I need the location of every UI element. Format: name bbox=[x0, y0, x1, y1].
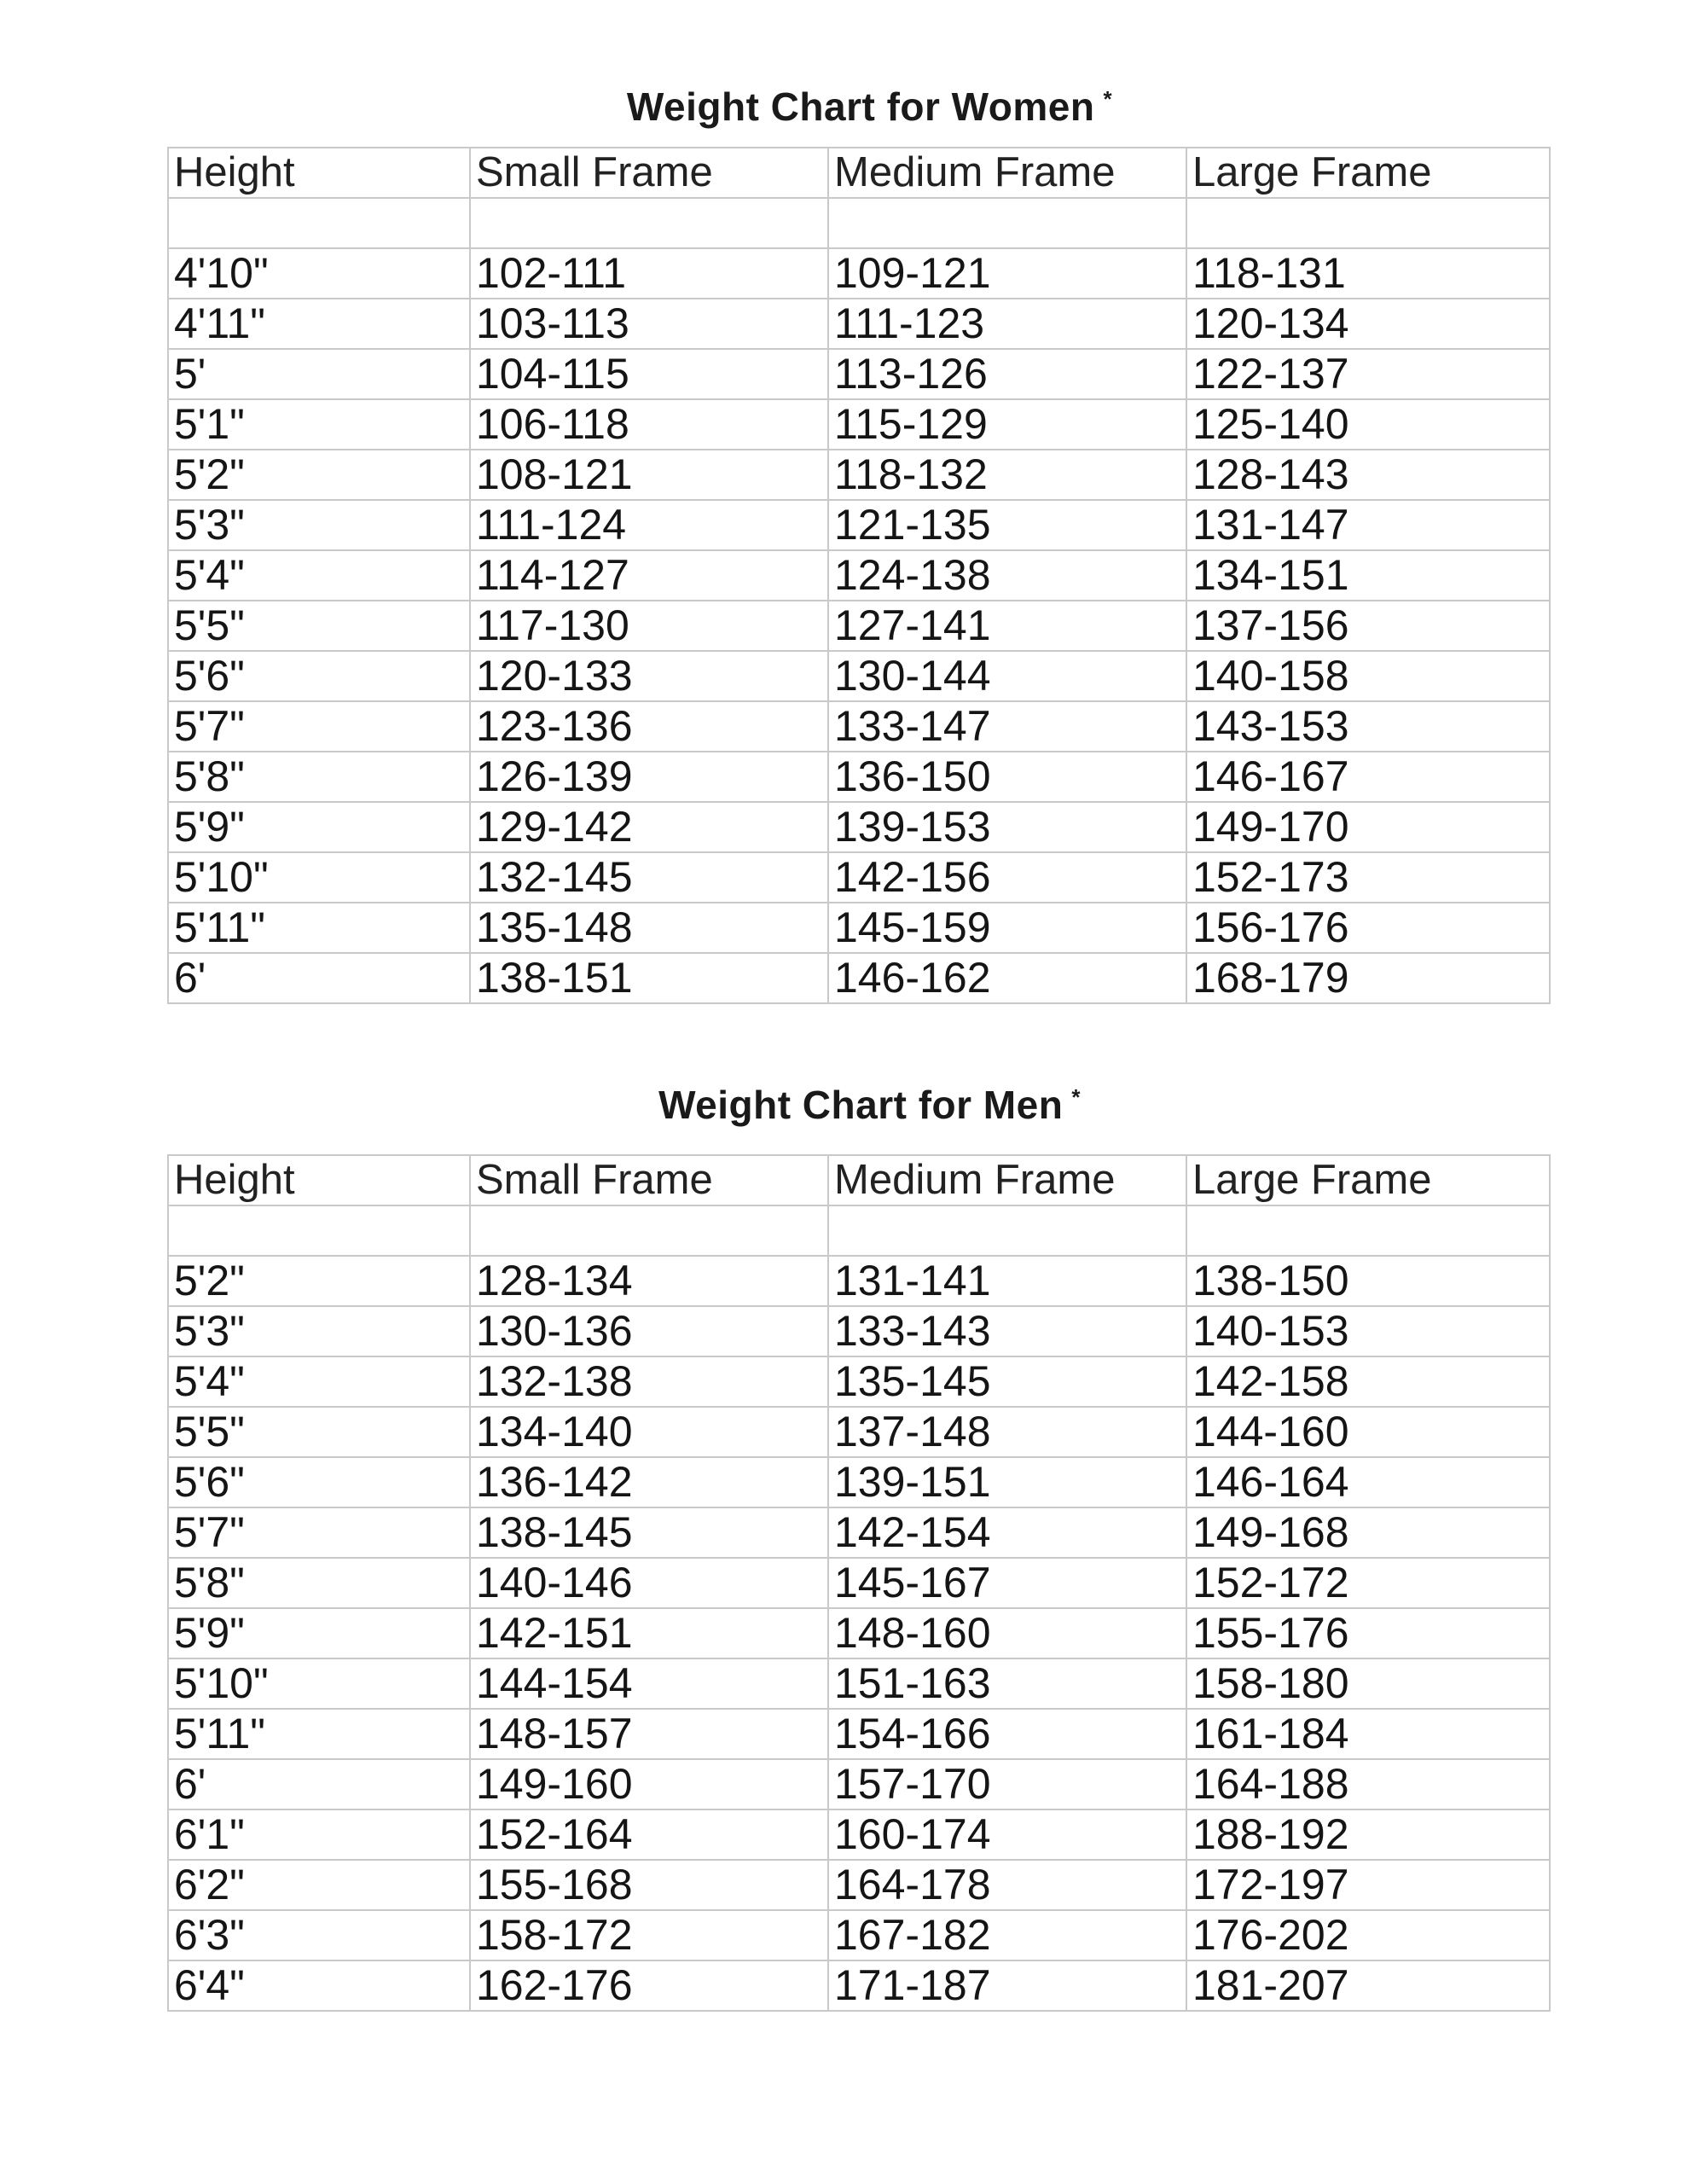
small-frame-cell: 140-146 bbox=[470, 1558, 828, 1608]
medium-frame-cell: 145-167 bbox=[828, 1558, 1186, 1608]
height-cell: 6'4" bbox=[168, 1960, 470, 2011]
medium-frame-cell: 118-132 bbox=[828, 450, 1186, 500]
height-cell: 4'10" bbox=[168, 248, 470, 299]
column-header-small-frame: Small Frame bbox=[470, 148, 828, 198]
height-cell: 6'2" bbox=[168, 1860, 470, 1910]
small-frame-cell: 152-164 bbox=[470, 1809, 828, 1860]
large-frame-cell: 125-140 bbox=[1186, 399, 1550, 450]
table-row bbox=[168, 450, 1550, 500]
small-frame-cell: 155-168 bbox=[470, 1860, 828, 1910]
empty-cell bbox=[1186, 198, 1550, 248]
small-frame-cell: 144-154 bbox=[470, 1658, 828, 1709]
column-header-medium-frame: Medium Frame bbox=[828, 148, 1186, 198]
men-title-asterisk: * bbox=[1071, 1084, 1081, 1110]
table-row bbox=[168, 1356, 1550, 1407]
large-frame-cell: 158-180 bbox=[1186, 1658, 1550, 1709]
men-title-text: Weight Chart for Men bbox=[658, 1083, 1064, 1127]
column-header-large-frame: Large Frame bbox=[1186, 148, 1550, 198]
small-frame-cell: 108-121 bbox=[470, 450, 828, 500]
large-frame-cell: 161-184 bbox=[1186, 1709, 1550, 1759]
small-frame-cell: 128-134 bbox=[470, 1256, 828, 1306]
men-spacer-row bbox=[168, 1205, 1550, 1256]
empty-cell bbox=[1186, 1205, 1550, 1256]
medium-frame-cell: 135-145 bbox=[828, 1356, 1186, 1407]
large-frame-cell: 118-131 bbox=[1186, 248, 1550, 299]
medium-frame-cell: 127-141 bbox=[828, 601, 1186, 651]
height-cell: 5'1" bbox=[168, 399, 470, 450]
small-frame-cell: 132-145 bbox=[470, 852, 828, 903]
large-frame-cell: 140-153 bbox=[1186, 1306, 1550, 1356]
table-row bbox=[168, 1306, 1550, 1356]
table-row bbox=[168, 701, 1550, 752]
medium-frame-cell: 167-182 bbox=[828, 1910, 1186, 1960]
table-row bbox=[168, 1658, 1550, 1709]
small-frame-cell: 134-140 bbox=[470, 1407, 828, 1457]
small-frame-cell: 138-145 bbox=[470, 1507, 828, 1558]
medium-frame-cell: 115-129 bbox=[828, 399, 1186, 450]
height-cell: 5'7" bbox=[168, 1507, 470, 1558]
small-frame-cell: 142-151 bbox=[470, 1608, 828, 1658]
large-frame-cell: 146-167 bbox=[1186, 752, 1550, 802]
table-row bbox=[168, 299, 1550, 349]
height-cell: 4'11" bbox=[168, 299, 470, 349]
large-frame-cell: 138-150 bbox=[1186, 1256, 1550, 1306]
medium-frame-cell: 109-121 bbox=[828, 248, 1186, 299]
column-header-height: Height bbox=[168, 148, 470, 198]
small-frame-cell: 138-151 bbox=[470, 953, 828, 1003]
table-row bbox=[168, 1457, 1550, 1507]
table-row bbox=[168, 601, 1550, 651]
height-cell: 5'3" bbox=[168, 1306, 470, 1356]
small-frame-cell: 129-142 bbox=[470, 802, 828, 852]
table-row bbox=[168, 1809, 1550, 1860]
table-row bbox=[168, 1608, 1550, 1658]
height-cell: 5'2" bbox=[168, 1256, 470, 1306]
medium-frame-cell: 151-163 bbox=[828, 1658, 1186, 1709]
table-row bbox=[168, 1558, 1550, 1608]
table-row bbox=[168, 752, 1550, 802]
women-spacer-row bbox=[168, 198, 1550, 248]
small-frame-cell: 120-133 bbox=[470, 651, 828, 701]
medium-frame-cell: 171-187 bbox=[828, 1960, 1186, 2011]
height-cell: 5'10" bbox=[168, 1658, 470, 1709]
table-row bbox=[168, 953, 1550, 1003]
height-cell: 5'6" bbox=[168, 651, 470, 701]
height-cell: 6'1" bbox=[168, 1809, 470, 1860]
table-row bbox=[168, 500, 1550, 550]
women-table-body bbox=[168, 148, 1550, 1003]
large-frame-cell: 146-164 bbox=[1186, 1457, 1550, 1507]
small-frame-cell: 130-136 bbox=[470, 1306, 828, 1356]
height-cell: 5'8" bbox=[168, 1558, 470, 1608]
medium-frame-cell: 164-178 bbox=[828, 1860, 1186, 1910]
medium-frame-cell: 113-126 bbox=[828, 349, 1186, 399]
men-header-row bbox=[168, 1155, 1550, 1205]
large-frame-cell: 164-188 bbox=[1186, 1759, 1550, 1809]
men-weight-table bbox=[167, 1154, 1551, 2012]
height-cell: 5' bbox=[168, 349, 470, 399]
large-frame-cell: 181-207 bbox=[1186, 1960, 1550, 2011]
table-row bbox=[168, 1256, 1550, 1306]
large-frame-cell: 140-158 bbox=[1186, 651, 1550, 701]
height-cell: 6' bbox=[168, 1759, 470, 1809]
medium-frame-cell: 148-160 bbox=[828, 1608, 1186, 1658]
height-cell: 5'9" bbox=[168, 802, 470, 852]
small-frame-cell: 126-139 bbox=[470, 752, 828, 802]
medium-frame-cell: 142-156 bbox=[828, 852, 1186, 903]
table-row bbox=[168, 1709, 1550, 1759]
large-frame-cell: 131-147 bbox=[1186, 500, 1550, 550]
large-frame-cell: 155-176 bbox=[1186, 1608, 1550, 1658]
table-row bbox=[168, 852, 1550, 903]
small-frame-cell: 162-176 bbox=[470, 1960, 828, 2011]
column-header-small-frame: Small Frame bbox=[470, 1155, 828, 1205]
table-row bbox=[168, 1910, 1550, 1960]
empty-cell bbox=[828, 1205, 1186, 1256]
height-cell: 5'6" bbox=[168, 1457, 470, 1507]
large-frame-cell: 149-168 bbox=[1186, 1507, 1550, 1558]
small-frame-cell: 103-113 bbox=[470, 299, 828, 349]
medium-frame-cell: 130-144 bbox=[828, 651, 1186, 701]
medium-frame-cell: 142-154 bbox=[828, 1507, 1186, 1558]
small-frame-cell: 135-148 bbox=[470, 903, 828, 953]
small-frame-cell: 114-127 bbox=[470, 550, 828, 601]
medium-frame-cell: 139-153 bbox=[828, 802, 1186, 852]
small-frame-cell: 117-130 bbox=[470, 601, 828, 651]
empty-cell bbox=[168, 1205, 470, 1256]
height-cell: 5'9" bbox=[168, 1608, 470, 1658]
medium-frame-cell: 121-135 bbox=[828, 500, 1186, 550]
large-frame-cell: 142-158 bbox=[1186, 1356, 1550, 1407]
medium-frame-cell: 137-148 bbox=[828, 1407, 1186, 1457]
small-frame-cell: 148-157 bbox=[470, 1709, 828, 1759]
height-cell: 5'4" bbox=[168, 550, 470, 601]
women-header-row bbox=[168, 148, 1550, 198]
empty-cell bbox=[828, 198, 1186, 248]
height-cell: 5'11" bbox=[168, 1709, 470, 1759]
medium-frame-cell: 136-150 bbox=[828, 752, 1186, 802]
height-cell: 5'2" bbox=[168, 450, 470, 500]
small-frame-cell: 111-124 bbox=[470, 500, 828, 550]
height-cell: 5'5" bbox=[168, 1407, 470, 1457]
column-header-height: Height bbox=[168, 1155, 470, 1205]
empty-cell bbox=[168, 198, 470, 248]
height-cell: 6' bbox=[168, 953, 470, 1003]
height-cell: 5'5" bbox=[168, 601, 470, 651]
table-row bbox=[168, 1960, 1550, 2011]
medium-frame-cell: 124-138 bbox=[828, 550, 1186, 601]
medium-frame-cell: 131-141 bbox=[828, 1256, 1186, 1306]
small-frame-cell: 158-172 bbox=[470, 1910, 828, 1960]
large-frame-cell: 152-173 bbox=[1186, 852, 1550, 903]
women-chart-title bbox=[17, 84, 1705, 130]
medium-frame-cell: 160-174 bbox=[828, 1809, 1186, 1860]
medium-frame-cell: 146-162 bbox=[828, 953, 1186, 1003]
large-frame-cell: 156-176 bbox=[1186, 903, 1550, 953]
table-row bbox=[168, 1407, 1550, 1457]
medium-frame-cell: 154-166 bbox=[828, 1709, 1186, 1759]
large-frame-cell: 143-153 bbox=[1186, 701, 1550, 752]
medium-frame-cell: 111-123 bbox=[828, 299, 1186, 349]
small-frame-cell: 149-160 bbox=[470, 1759, 828, 1809]
empty-cell bbox=[470, 1205, 828, 1256]
large-frame-cell: 122-137 bbox=[1186, 349, 1550, 399]
large-frame-cell: 134-151 bbox=[1186, 550, 1550, 601]
medium-frame-cell: 145-159 bbox=[828, 903, 1186, 953]
height-cell: 5'3" bbox=[168, 500, 470, 550]
table-row bbox=[168, 651, 1550, 701]
large-frame-cell: 176-202 bbox=[1186, 1910, 1550, 1960]
height-cell: 5'8" bbox=[168, 752, 470, 802]
medium-frame-cell: 157-170 bbox=[828, 1759, 1186, 1809]
height-cell: 5'10" bbox=[168, 852, 470, 903]
large-frame-cell: 137-156 bbox=[1186, 601, 1550, 651]
medium-frame-cell: 139-151 bbox=[828, 1457, 1186, 1507]
column-header-large-frame: Large Frame bbox=[1186, 1155, 1550, 1205]
table-row bbox=[168, 903, 1550, 953]
table-row bbox=[168, 399, 1550, 450]
small-frame-cell: 104-115 bbox=[470, 349, 828, 399]
small-frame-cell: 102-111 bbox=[470, 248, 828, 299]
table-row bbox=[168, 802, 1550, 852]
table-row bbox=[168, 550, 1550, 601]
table-row bbox=[168, 1507, 1550, 1558]
empty-cell bbox=[470, 198, 828, 248]
large-frame-cell: 188-192 bbox=[1186, 1809, 1550, 1860]
women-weight-table bbox=[167, 147, 1551, 1004]
women-title-asterisk: * bbox=[1103, 86, 1113, 112]
height-cell: 5'11" bbox=[168, 903, 470, 953]
column-header-medium-frame: Medium Frame bbox=[828, 1155, 1186, 1205]
men-table-body bbox=[168, 1155, 1550, 2011]
small-frame-cell: 106-118 bbox=[470, 399, 828, 450]
women-title-text: Weight Chart for Women bbox=[626, 84, 1095, 129]
large-frame-cell: 120-134 bbox=[1186, 299, 1550, 349]
large-frame-cell: 149-170 bbox=[1186, 802, 1550, 852]
small-frame-cell: 136-142 bbox=[470, 1457, 828, 1507]
large-frame-cell: 168-179 bbox=[1186, 953, 1550, 1003]
height-cell: 5'4" bbox=[168, 1356, 470, 1407]
table-row bbox=[168, 349, 1550, 399]
table-row bbox=[168, 1759, 1550, 1809]
table-row bbox=[168, 248, 1550, 299]
small-frame-cell: 123-136 bbox=[470, 701, 828, 752]
medium-frame-cell: 133-147 bbox=[828, 701, 1186, 752]
small-frame-cell: 132-138 bbox=[470, 1356, 828, 1407]
large-frame-cell: 144-160 bbox=[1186, 1407, 1550, 1457]
height-cell: 5'7" bbox=[168, 701, 470, 752]
table-row bbox=[168, 1860, 1550, 1910]
men-chart-title bbox=[17, 1082, 1705, 1128]
large-frame-cell: 152-172 bbox=[1186, 1558, 1550, 1608]
large-frame-cell: 128-143 bbox=[1186, 450, 1550, 500]
large-frame-cell: 172-197 bbox=[1186, 1860, 1550, 1910]
height-cell: 6'3" bbox=[168, 1910, 470, 1960]
medium-frame-cell: 133-143 bbox=[828, 1306, 1186, 1356]
